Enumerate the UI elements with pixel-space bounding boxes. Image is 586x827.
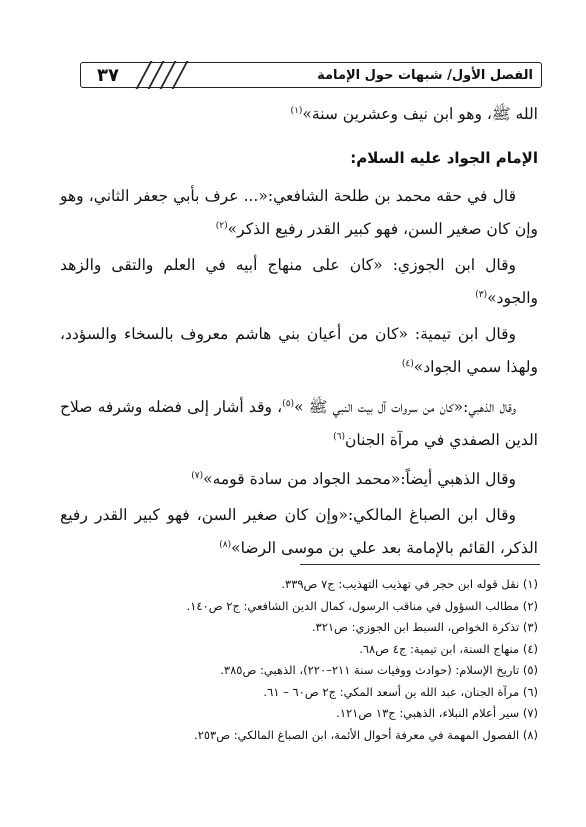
footnote: (٥) تاريخ الإسلام: (حوادث ووفيات سنة ٢١١–٢٢٠)، الذهبي: ص٣٨٥. <box>220 663 538 677</box>
paragraph: وقال الذهبي:«كان من سروات آل بيت النبي ﷺ »$^{(٥)}$، وقد أشار إلى فضله وشرفه صلاح الدين الصفدي في مرآة الجنان$^{(٦)}$ <box>60 397 538 449</box>
footnote-ref: (٥) <box>282 398 295 409</box>
paragraph: وقال ابن تيمية: «كان من أعيان بني هاشم معروف بالسخاء والسؤدد، ولهذا سمي الجواد»$^{(٤)}$ <box>60 325 538 377</box>
page-number: ٣٧ <box>97 64 119 86</box>
footnote: (٣) تذكرة الخواص، السبط ابن الجوزي: ص٣٢١. <box>311 620 538 634</box>
paragraph: وقال ابن الصباغ المالكي:«وإن كان صغير السن، فهو كبير القدر رفيع الذكر، القائم بالإمامة بعد علي بن موسى الرضا»$^{(٨)}$ <box>60 506 538 558</box>
paragraph: وقال ابن الجوزي: «كان على منهاج أبيه في العلم والتقى والزهد والجود»$^{(٣)}$ <box>60 256 538 308</box>
footnote-ref: (٢) <box>215 221 228 232</box>
footnote: (٨) الفصول المهمة في معرفة أحوال الأئمة، ابن الصباغ المالكي: ص٢٥٣. <box>194 727 538 742</box>
footnote: (٧) سير أعلام النبلاء، الذهبي: ج١٣ ص١٢١. <box>336 706 538 720</box>
paragraph: قال في حقه محمد بن طلحة الشافعي:«... عرف بأبي جعفر الثاني، وهو وإن كان صغير السن، فهو كبير القدر رفيع الذكر»$^{(٢)}$ <box>60 187 538 239</box>
footnote: (٦) مرآة الجنان، عبد الله بن أسعد المكي: ج٢ ص٦٠ – ٦١. <box>263 684 538 699</box>
footnotes <box>60 574 538 746</box>
paragraph: الله ﷺ، وهو ابن نيف وعشرين سنة»$^{(١)}$ <box>290 105 538 124</box>
footnote-ref: (١) <box>290 106 303 116</box>
main-text <box>60 96 538 569</box>
footnote-ref: (٨) <box>219 540 232 551</box>
section-heading: الإمام الجواد عليه السلام: <box>350 149 538 168</box>
footnote: (١) نقل قوله ابن حجر في تهذيب التهذيب: ج٧ ص٣٣٩. <box>281 577 538 591</box>
paragraph: وقال الذهبي أيضاً:«محمد الجواد من سادة قومه»$^{(٧)}$ <box>191 470 516 489</box>
footnote-ref: (٤) <box>401 359 414 370</box>
page-header <box>80 62 542 88</box>
header-slash-ornament <box>135 63 205 87</box>
footnote-ref: (٣) <box>475 290 488 301</box>
footnote: (٢) مطالب السؤول في مناقب الرسول، كمال الدين الشافعي: ج٢ ص١٤٠. <box>186 598 538 613</box>
footnote-ref: (٦) <box>333 431 345 442</box>
footnote: (٤) منهاج السنة، ابن تيمية: ج٤ ص٦٨. <box>359 641 538 656</box>
chapter-title: الفصل الأول/ شبهات حول الإمامة <box>317 67 533 83</box>
footnote-ref: (٧) <box>191 470 204 481</box>
footnote-divider <box>300 564 540 565</box>
